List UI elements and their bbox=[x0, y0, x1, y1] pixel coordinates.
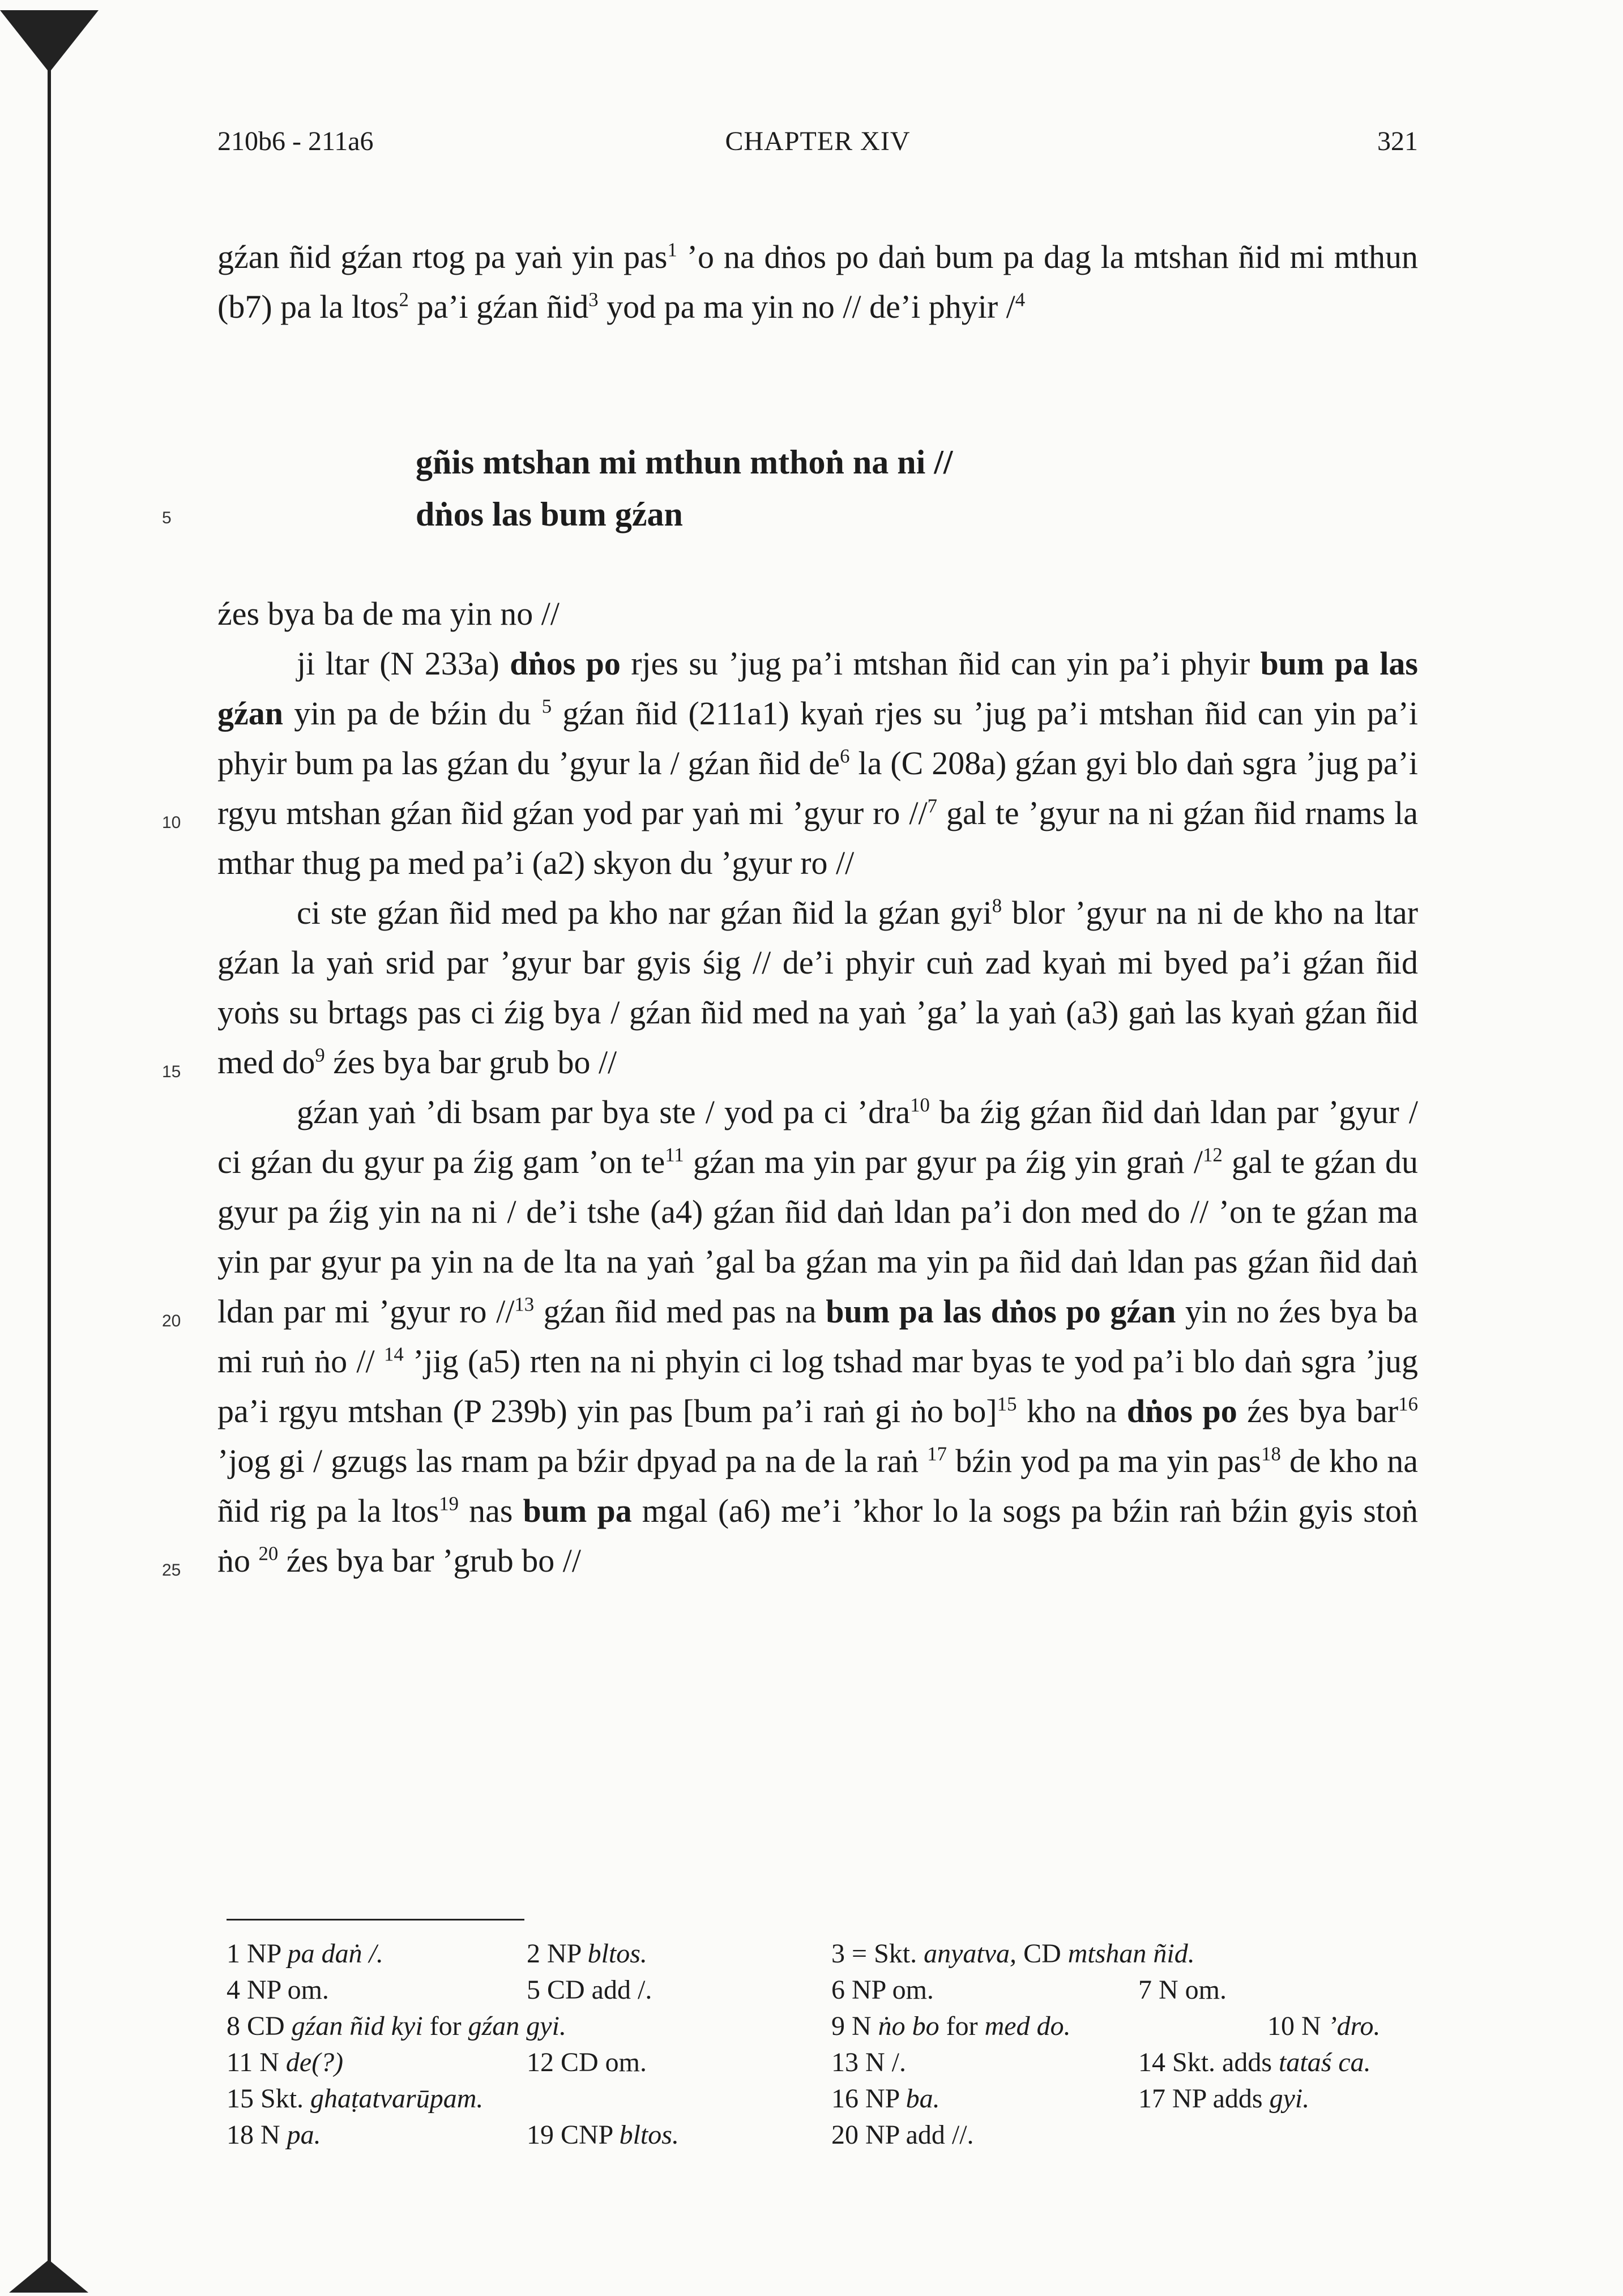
binding-finial-bottom bbox=[9, 2260, 88, 2293]
footnote-ref: 5 bbox=[541, 695, 552, 718]
opening-paragraph: gźan ñid gźan rtog pa yaṅ yin pas$^1$ ’o na dṅos po daṅ bum pa dag la mtshan ñid mi mthun (b7) pa la ltos$^2$ pa’i gźan ñid$^3$ yod pa ma yin no // de’i phyir /$^4$ bbox=[217, 238, 1418, 325]
binding-finial-top bbox=[0, 10, 99, 72]
footnote-ref: 15 bbox=[997, 1393, 1017, 1415]
footnotes bbox=[227, 1936, 1433, 2153]
footnote-20: 20 NP add //. bbox=[831, 2120, 974, 2150]
verse-line: gñis mtshan mi mthun mthoṅ na ni // bbox=[416, 443, 953, 481]
footnote-15: 15 Skt. ghaṭatvarūpam. bbox=[227, 2084, 484, 2114]
footnote-7: 7 N om. bbox=[1138, 1975, 1227, 2005]
footnote-18: 18 N pa. bbox=[227, 2120, 321, 2150]
footnote-ref: 19 bbox=[439, 1492, 459, 1515]
footnote-16: 16 NP ba. bbox=[831, 2084, 940, 2114]
line-number: 25 bbox=[162, 1561, 181, 1580]
footnote-ref: 8 bbox=[992, 894, 1002, 917]
footnote-2: 2 NP bltos. bbox=[527, 1939, 647, 1969]
folio-range: 210b6 - 211a6 bbox=[217, 126, 374, 156]
verse-line: dṅos las bum gźan bbox=[416, 496, 683, 533]
line-number: 10 bbox=[162, 813, 181, 832]
footnote-ref: 9 bbox=[315, 1044, 325, 1066]
footnote-ref: 17 bbox=[927, 1443, 947, 1465]
footnote-3: 3 = Skt. anyatva, CD mtshan ñid. bbox=[831, 1939, 1195, 1969]
footnote-14: 14 Skt. adds tataś ca. bbox=[1138, 2047, 1371, 2077]
footnote-ref: 18 bbox=[1261, 1443, 1281, 1465]
footnote-11: 11 N de(?) bbox=[227, 2047, 344, 2077]
line-number: 15 bbox=[162, 1062, 181, 1081]
commentary-body bbox=[217, 589, 1418, 1586]
footnote-row bbox=[227, 1972, 1433, 2008]
paragraph: ci ste gźan ñid med pa kho nar gźan ñid la gźan gyi$^8$ blor ’gyur na ni de kho na ltar gźan la yaṅ srid par ’gyur bar gyis śig // de’i phyir cuṅ zad kyaṅ mi byed pa’i gźan ñid yoṅs su brtags pas ci źig bya / gźan ñid med na yaṅ ’ga’ la yaṅ (a3) gaṅ las kyaṅ gźan ñid med $do^9$ źes bya bar grub bo // bbox=[217, 894, 1419, 1081]
footnote-19: 19 CNP bltos. bbox=[527, 2120, 679, 2150]
footnote-row bbox=[227, 2081, 1433, 2117]
running-header bbox=[217, 126, 1418, 165]
footnote-row bbox=[227, 2117, 1433, 2153]
footnote-4: 4 NP om. bbox=[227, 1975, 329, 2005]
footnote-8: 8 CD gźan ñid kyi for gźan gyi. bbox=[227, 2011, 566, 2041]
footnote-ref: 14 bbox=[383, 1343, 404, 1365]
footnote-ref: 12 bbox=[1203, 1143, 1223, 1166]
root-verse bbox=[416, 436, 953, 540]
footnote-ref: 11 bbox=[665, 1143, 684, 1166]
chapter-title: CHAPTER XIV bbox=[725, 126, 911, 156]
footnote-6: 6 NP om. bbox=[831, 1975, 934, 2005]
line-number: 5 bbox=[162, 509, 172, 527]
footnote-ref: 6 bbox=[840, 745, 850, 767]
footnote-ref: 3 bbox=[588, 288, 599, 311]
footnote-10: 10 N ’dro. bbox=[1267, 2011, 1381, 2041]
footnote-row bbox=[227, 2008, 1433, 2045]
footnote-ref: 20 bbox=[258, 1542, 279, 1565]
footnote-13: 13 N /. bbox=[831, 2047, 906, 2077]
footnote-separator bbox=[227, 1919, 524, 1921]
footnote-ref: 2 bbox=[399, 288, 409, 311]
paragraph: źes bya ba de ma yin no // bbox=[217, 595, 559, 632]
footnote-ref: 10 bbox=[910, 1094, 930, 1116]
footnote-ref: 7 bbox=[927, 795, 937, 817]
footnote-ref: 16 bbox=[1398, 1393, 1419, 1415]
footnote-9: 9 N ṅo bo for med do. bbox=[831, 2011, 1071, 2041]
footnote-1: 1 NP pa daṅ /. bbox=[227, 1939, 383, 1969]
footnote-ref: 1 bbox=[667, 238, 677, 261]
footnote-ref: 13 bbox=[514, 1293, 535, 1316]
paragraph: gźan yaṅ ’di bsam par bya ste / yod pa ci ’dra$^{10}$ ba źig gźan ñid daṅ ldan par ’gyur / ci gźan du gyur pa źig gam ’on $te^{11}$ gźan ma yin par gyur pa źig yin graṅ /$^{12}$ gal te gźan du gyur pa źig yin na ni / de’i tshe (a4) gźan ñid daṅ ldan pa’i don med do // ’on te gźan ma yin par gyur pa yin na de lta na yaṅ ’gal ba gźan ma yin pa ñid daṅ ldan pas gźan ñid daṅ ldan par mi ’gyur ro //$^{13}$ gźan ñid med pas na bum pa las dṅos po gźan yin no źes bya ba mi ruṅ ṅo // $^{14}$ ’jig (a5) rten na ni phyin ci log tshad mar byas te yod pa’i blo daṅ sgra ’jug pa’i rgyu mtshan (P 239b) yin pas [bum pa’i raṅ gi ṅo bo]$^{15}$ kho na dṅos po źes bya bar$^{16}$ ’jog gi / gzugs las rnam pa bźir dpyad pa na de la raṅ $^{17}$ bźin yod pa ma yin pas$^{18}$ de kho na ñid rig pa la ltos$^{19}$ nas bum pa mgal (a6) me’i ’khor lo la sogs pa bźin raṅ bźin gyis stoṅ ṅo $^{20}$ źes bya bar ’grub bo // bbox=[217, 1094, 1419, 1579]
footnote-5: 5 CD add /. bbox=[527, 1975, 652, 2005]
page-number: 321 bbox=[1377, 126, 1418, 156]
footnote-12: 12 CD om. bbox=[527, 2047, 647, 2077]
paragraph: ji ltar (N 233a) dṅos po rjes su ’jug pa’i mtshan ñid can yin pa’i phyir bum pa las gźan yin pa de bźin du $^5$ gźan ñid (211a1) kyaṅ rjes su ’jug pa’i mtshan ñid can yin pa’i phyir bum pa las gźan du ’gyur la / gźan ñid $de^6$ la (C 208a) gźan gyi blo daṅ sgra ’jug pa’i rgyu mtshan gźan ñid gźan yod par yaṅ mi ’gyur ro //$^7$ gal te ’gyur na ni gźan ñid rnams la mthar thug pa med pa’i (a2) skyon du ’gyur ro // bbox=[217, 645, 1419, 881]
footnote-row bbox=[227, 1936, 1433, 1972]
line-number: 20 bbox=[162, 1312, 181, 1330]
footnote-17: 17 NP adds gyi. bbox=[1138, 2084, 1310, 2114]
footnote-ref: 4 bbox=[1015, 288, 1026, 311]
footnote-row bbox=[227, 2045, 1433, 2081]
binding-rule bbox=[48, 23, 51, 2282]
